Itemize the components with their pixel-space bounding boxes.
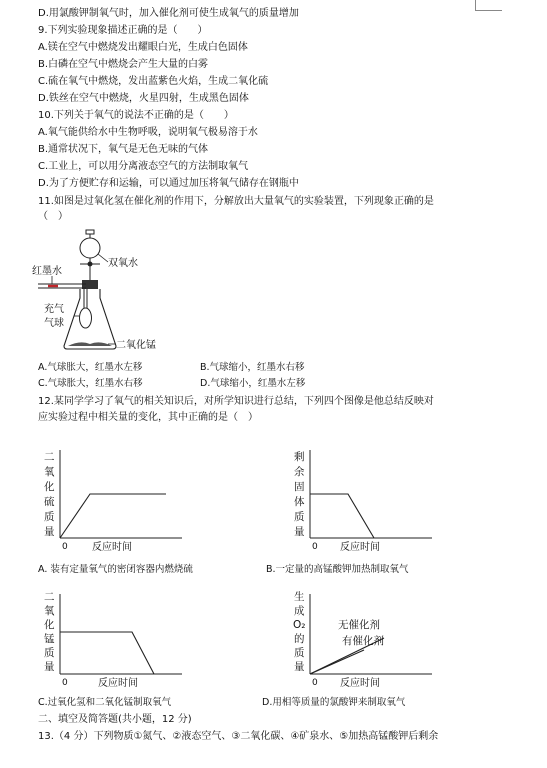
glass-tube bbox=[38, 284, 86, 288]
graph-d-ylabel-1: 生 bbox=[294, 591, 305, 603]
graph-d-ylabel-5: 质 bbox=[294, 647, 305, 659]
graph-b bbox=[292, 446, 442, 554]
graph-b-ylabel-6: 量 bbox=[294, 526, 305, 538]
label-balloon-2: 气球 bbox=[44, 318, 64, 329]
label-balloon-1: 充气 bbox=[44, 304, 64, 315]
label-red-ink: 红墨水 bbox=[32, 266, 62, 277]
label-h2o2: 双氧水 bbox=[108, 258, 138, 269]
graph-d-label-catalyst: 有催化剂 bbox=[342, 635, 384, 647]
graph-d-ylabel-2: 成 bbox=[294, 605, 305, 617]
balloon bbox=[80, 308, 92, 328]
graph-c-ylabel-4: 锰 bbox=[44, 633, 55, 645]
graph-c-ylabel-5: 质 bbox=[44, 647, 55, 659]
q9-option-a: A.镁在空气中燃烧发出耀眼白光，生成白色固体 bbox=[38, 42, 248, 53]
q11-option-d: D.气球缩小，红墨水左移 bbox=[200, 378, 306, 389]
graph-c-ylabel-6: 量 bbox=[44, 661, 55, 673]
q8-option-d: D.用氯酸钾制氧气时，加入催化剂可使生成氧气的质量增加 bbox=[38, 8, 299, 19]
q11-option-c: C.气球胀大，红墨水右移 bbox=[38, 378, 143, 389]
q9-option-b: B.白磷在空气中燃烧会产生大量的白雾 bbox=[38, 59, 209, 70]
graph-b-ylabel-3: 固 bbox=[294, 481, 305, 493]
graph-b-ylabel-4: 体 bbox=[294, 496, 305, 508]
q11-stem: 11.如图是过氧化氢在催化剂的作用下，分解放出大量氧气的实验装置，下列现象正确的是 bbox=[38, 196, 434, 207]
graph-d-xlabel: 反应时间 bbox=[340, 678, 380, 689]
graph-a-ylabel-4: 硫 bbox=[44, 496, 55, 508]
graph-d-caption: D.用相等质量的氯酸钾来制取氧气 bbox=[262, 697, 406, 708]
graph-a bbox=[42, 446, 192, 554]
graph-d-ylabel-6: 量 bbox=[294, 661, 305, 673]
graph-b-origin: 0 bbox=[312, 542, 318, 552]
graph-a-xlabel: 反应时间 bbox=[92, 542, 132, 553]
graph-d-line-catalyst bbox=[310, 650, 364, 674]
graph-c-xlabel: 反应时间 bbox=[98, 678, 138, 689]
graph-a-caption: A. 装有定量氧气的密闭容器内燃烧硫 bbox=[38, 564, 193, 575]
q9-option-c: C.硫在氧气中燃烧，发出蓝紫色火焰，生成二氧化硫 bbox=[38, 76, 269, 87]
graph-b-xlabel: 反应时间 bbox=[340, 542, 380, 553]
graph-d-ylabel-3: O₂ bbox=[293, 619, 306, 631]
graph-c bbox=[42, 588, 192, 690]
graph-a-ylabel-6: 量 bbox=[44, 526, 55, 538]
graph-d bbox=[292, 588, 442, 690]
q12-stem-cont: 应实验过程中相关量的变化，其中正确的是（ ） bbox=[38, 412, 258, 423]
section-2-heading: 二、填空及简答题(共小题，12 分) bbox=[38, 714, 192, 725]
graph-d-ylabel-4: 的 bbox=[294, 633, 305, 645]
label-mno2: 二氧化锰 bbox=[116, 340, 156, 351]
q11-option-a: A.气球胀大，红墨水左移 bbox=[38, 362, 143, 373]
graph-b-line bbox=[310, 494, 374, 538]
graph-c-ylabel-2: 氧 bbox=[44, 605, 55, 617]
graph-a-origin: 0 bbox=[62, 542, 68, 552]
mno2-solid bbox=[68, 342, 112, 346]
q13-stem: 13.（4 分）下列物质①氮气、②液态空气、③二氧化碳、④矿泉水、⑤加热高锰酸钾后剩余 bbox=[38, 731, 439, 742]
q10-option-b: B.通常状况下，氧气是无色无味的气体 bbox=[38, 144, 209, 155]
conical-flask bbox=[64, 289, 116, 349]
apparatus-diagram bbox=[30, 228, 180, 356]
graph-d-label-no-catalyst: 无催化剂 bbox=[338, 619, 380, 631]
graph-c-origin: 0 bbox=[62, 678, 68, 688]
graph-d-origin: 0 bbox=[312, 678, 318, 688]
graph-b-ylabel-1: 剩 bbox=[294, 451, 305, 463]
graph-a-ylabel-3: 化 bbox=[44, 481, 55, 493]
q10-option-d: D.为了方便贮存和运输，可以通过加压将氧气储存在钢瓶中 bbox=[38, 178, 299, 189]
graph-a-line bbox=[60, 494, 166, 538]
q11-option-b: B.气球缩小，红墨水右移 bbox=[200, 362, 305, 373]
graph-b-ylabel-5: 质 bbox=[294, 511, 305, 523]
q10-option-a: A.氧气能供给水中生物呼吸，说明氧气极易溶于水 bbox=[38, 127, 258, 138]
q12-stem: 12.某同学学习了氧气的相关知识后，对所学知识进行总结，下列四个图像是他总结反映对 bbox=[38, 396, 434, 407]
q9-option-d: D.铁丝在空气中燃烧，火星四射，生成黑色固体 bbox=[38, 93, 249, 104]
q11-stem-cont: （ ） bbox=[38, 211, 68, 222]
separatory-funnel bbox=[80, 230, 100, 280]
graph-a-ylabel-2: 氧 bbox=[44, 466, 55, 478]
graph-c-ylabel-3: 化 bbox=[44, 619, 55, 631]
crop-mark bbox=[475, 0, 502, 11]
graph-b-caption: B.一定量的高锰酸钾加热制取氧气 bbox=[266, 564, 409, 575]
graph-c-line bbox=[60, 632, 154, 674]
q10-option-c: C.工业上，可以用分离液态空气的方法制取氧气 bbox=[38, 161, 249, 172]
graph-a-ylabel-5: 质 bbox=[44, 511, 55, 523]
q9-stem: 9.下列实验现象描述正确的是（ ） bbox=[38, 25, 208, 36]
graph-c-caption: C.过氧化氢和二氧化锰制取氧气 bbox=[38, 697, 172, 708]
q10-stem: 10.下列关于氧气的说法不正确的是（ ） bbox=[38, 110, 234, 121]
graph-c-ylabel-1: 二 bbox=[44, 591, 55, 603]
graph-b-ylabel-2: 余 bbox=[294, 466, 305, 478]
graph-a-ylabel-1: 二 bbox=[44, 451, 55, 463]
